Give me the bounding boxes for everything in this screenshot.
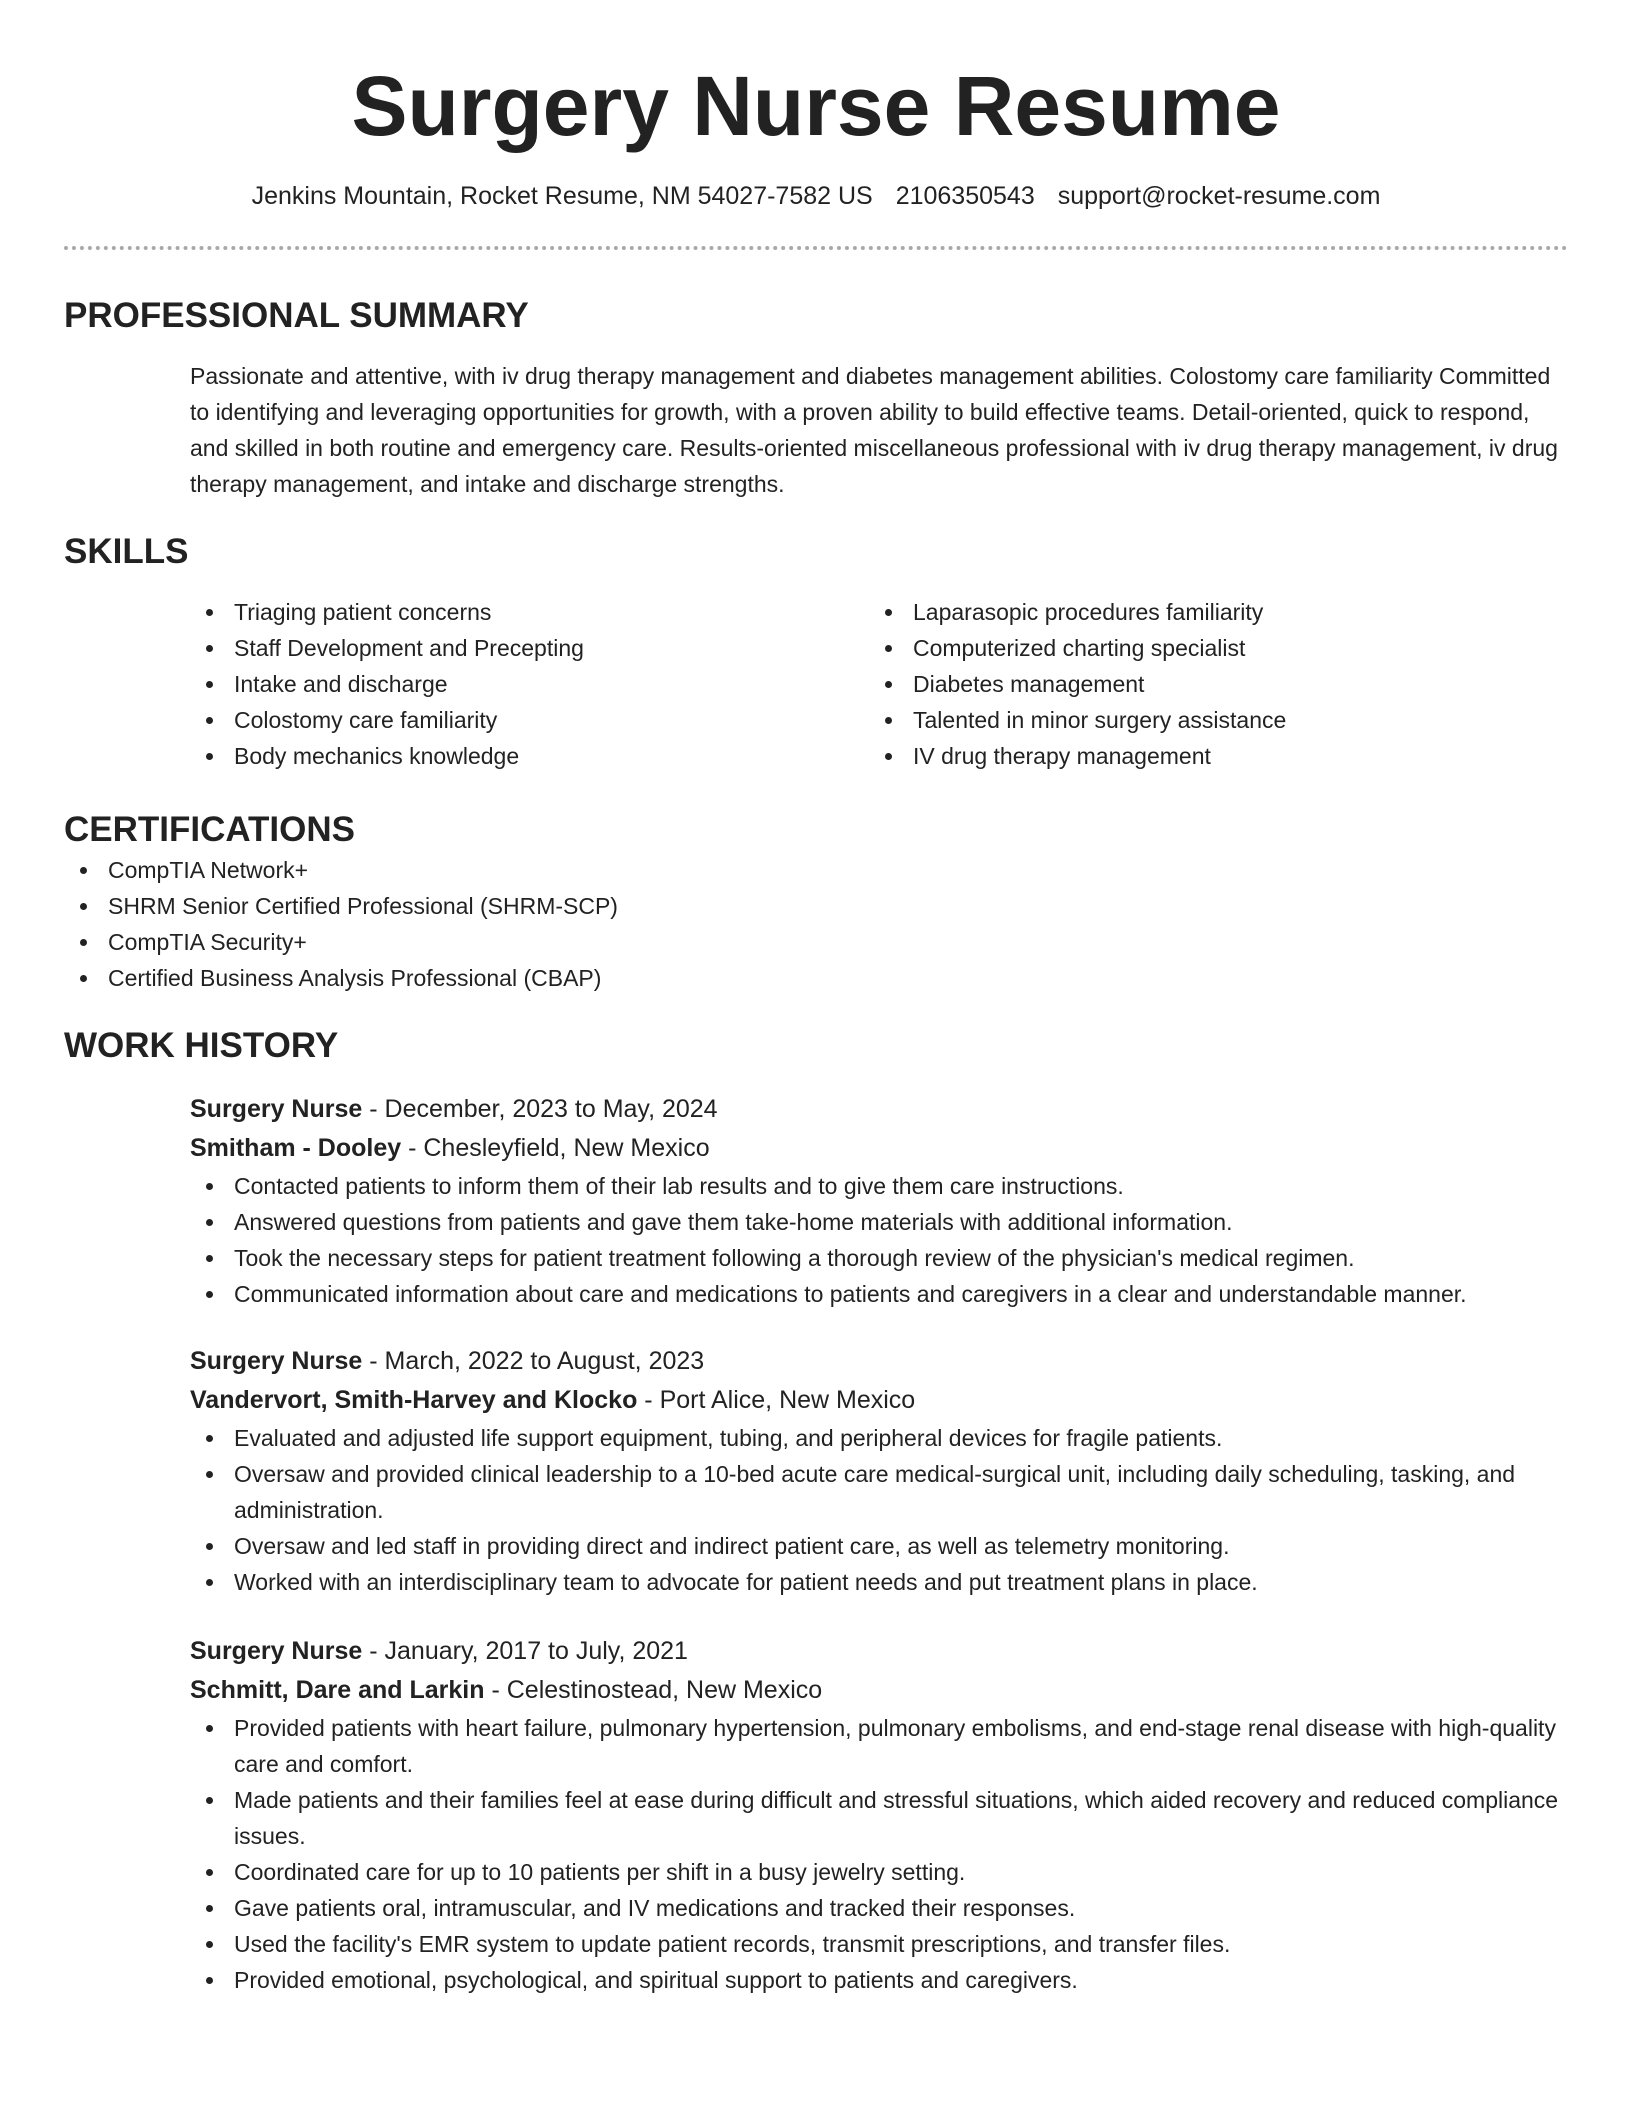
job-role: Surgery Nurse — [190, 1095, 363, 1123]
certification-item: CompTIA Security+ — [64, 924, 1568, 960]
job-company-line — [190, 1129, 1568, 1168]
job-bullet: Coordinated care for up to 10 patients per shift in a busy jewelry setting. — [190, 1854, 1568, 1890]
job-dates: - January, 2017 to July, 2021 — [362, 1637, 688, 1665]
contact-address: Jenkins Mountain, Rocket Resume, NM 54027-7582 US — [251, 182, 873, 210]
job-role-line — [190, 1342, 1568, 1381]
job-entry — [190, 1090, 1568, 1312]
job-role: Surgery Nurse — [190, 1637, 363, 1665]
skills-column-left — [190, 594, 869, 774]
job-bullets — [190, 1420, 1568, 1600]
job-company: Smitham - Dooley — [190, 1134, 402, 1162]
certification-item: SHRM Senior Certified Professional (SHRM-SCP) — [64, 888, 1568, 924]
contact-line — [64, 180, 1568, 212]
skill-item: Talented in minor surgery assistance — [869, 702, 1548, 738]
job-bullet: Worked with an interdisciplinary team to advocate for patient needs and put treatment plans in place. — [190, 1564, 1568, 1600]
job-bullet: Made patients and their families feel at ease during difficult and stressful situations, which aided recovery and reduced compliance issues. — [190, 1782, 1568, 1854]
work-history-heading: WORK HISTORY — [64, 1026, 339, 1065]
skills-column-right — [869, 594, 1548, 774]
job-company-line — [190, 1381, 1568, 1420]
header-divider — [64, 246, 1568, 250]
skill-item: Triaging patient concerns — [190, 594, 869, 630]
job-bullet: Oversaw and provided clinical leadership to a 10-bed acute care medical-surgical unit, including daily scheduling, tasking, and administration. — [190, 1456, 1568, 1528]
skill-item: IV drug therapy management — [869, 738, 1548, 774]
job-entry — [190, 1342, 1568, 1600]
job-company-line — [190, 1671, 1568, 1710]
job-bullet: Oversaw and led staff in providing direct and indirect patient care, as well as telemetry monitoring. — [190, 1528, 1568, 1564]
skills-grid — [190, 594, 1568, 774]
job-bullet: Used the facility's EMR system to update patient records, transmit prescriptions, and transfer files. — [190, 1926, 1568, 1962]
job-bullet: Provided emotional, psychological, and spiritual support to patients and caregivers. — [190, 1962, 1568, 1998]
resume-title: Surgery Nurse Resume — [351, 59, 1281, 153]
skill-item: Computerized charting specialist — [869, 630, 1548, 666]
job-dates: - December, 2023 to May, 2024 — [362, 1095, 718, 1123]
contact-phone: 2106350543 — [895, 182, 1035, 210]
skill-item: Laparasopic procedures familiarity — [869, 594, 1548, 630]
job-bullets — [190, 1710, 1568, 1998]
certification-item: Certified Business Analysis Professional (CBAP) — [64, 960, 1568, 996]
skill-item: Colostomy care familiarity — [190, 702, 869, 738]
certifications-heading: CERTIFICATIONS — [64, 810, 356, 849]
job-dates: - March, 2022 to August, 2023 — [362, 1347, 705, 1375]
job-role: Surgery Nurse — [190, 1347, 363, 1375]
job-company: Schmitt, Dare and Larkin — [190, 1676, 485, 1704]
resume-page — [64, 0, 1568, 1998]
job-bullet: Took the necessary steps for patient treatment following a thorough review of the physician's medical regimen. — [190, 1240, 1568, 1276]
certification-item: CompTIA Network+ — [64, 852, 1568, 888]
job-bullets — [190, 1168, 1568, 1312]
job-entry — [190, 1632, 1568, 1998]
contact-email: support@rocket-resume.com — [1057, 182, 1381, 210]
job-bullet: Provided patients with heart failure, pulmonary hypertension, pulmonary embolisms, and end-stage renal disease with high-quality care and comfort. — [190, 1710, 1568, 1782]
job-role-line — [190, 1090, 1568, 1129]
job-bullet: Contacted patients to inform them of their lab results and to give them care instructions. — [190, 1168, 1568, 1204]
skill-item: Staff Development and Precepting — [190, 630, 869, 666]
job-bullet: Evaluated and adjusted life support equipment, tubing, and peripheral devices for fragile patients. — [190, 1420, 1568, 1456]
job-location: - Chesleyfield, New Mexico — [401, 1134, 710, 1162]
skill-item: Intake and discharge — [190, 666, 869, 702]
summary-heading: PROFESSIONAL SUMMARY — [64, 296, 529, 335]
certifications-list — [64, 852, 1568, 996]
summary-text: Passionate and attentive, with iv drug therapy management and diabetes management abilities. Colostomy care familiarity Committed to identifying and leveraging opportunities for growth, with a proven ability to build effective teams. Detail-oriented, quick to respond, and skilled in both routine and emergency care. Results-oriented miscellaneous professional with iv drug therapy management, iv drug therapy management, and intake and discharge strengths. — [190, 363, 1558, 497]
skills-heading: SKILLS — [64, 532, 189, 571]
skill-item: Diabetes management — [869, 666, 1548, 702]
job-location: - Celestinostead, New Mexico — [484, 1676, 823, 1704]
job-role-line — [190, 1632, 1568, 1671]
skill-item: Body mechanics knowledge — [190, 738, 869, 774]
job-location: - Port Alice, New Mexico — [637, 1386, 916, 1414]
job-bullet: Communicated information about care and medications to patients and caregivers in a clear and understandable manner. — [190, 1276, 1568, 1312]
job-company: Vandervort, Smith-Harvey and Klocko — [190, 1386, 638, 1414]
job-bullet: Answered questions from patients and gave them take-home materials with additional information. — [190, 1204, 1568, 1240]
job-bullet: Gave patients oral, intramuscular, and IV medications and tracked their responses. — [190, 1890, 1568, 1926]
